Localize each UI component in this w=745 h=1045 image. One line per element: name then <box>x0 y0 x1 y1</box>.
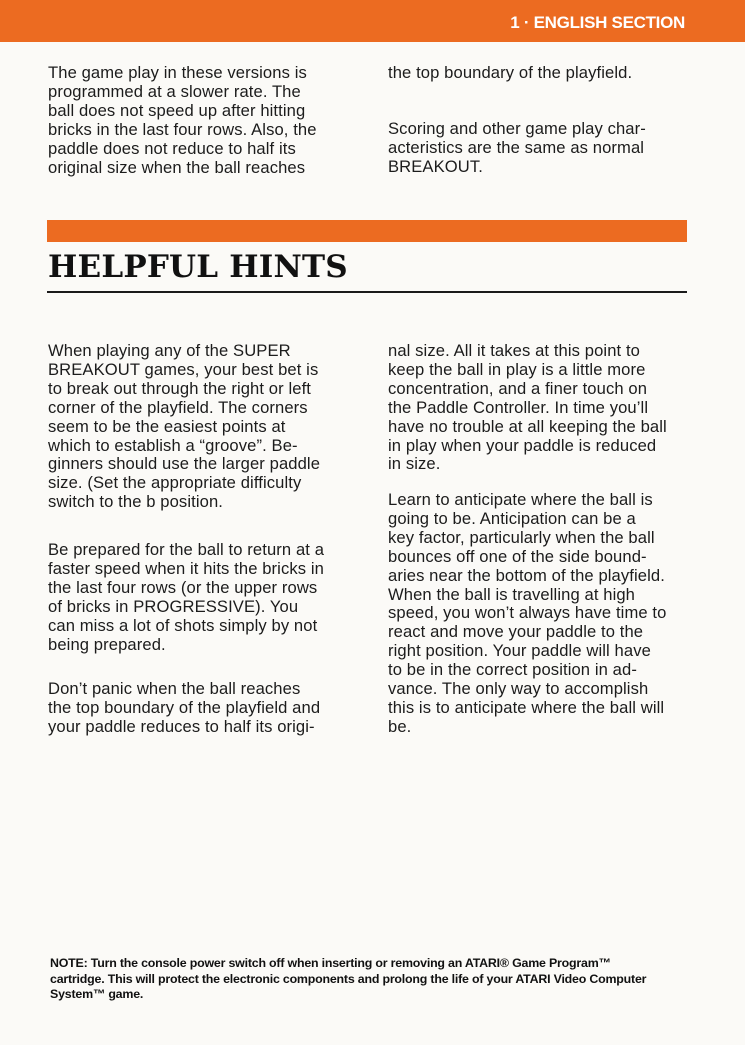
paragraph-line: BREAKOUT. <box>388 156 483 176</box>
paragraph-line: Be prepared for the ball to return at a <box>48 540 325 559</box>
paragraph-line: vance. The only way to accomplish <box>388 679 649 699</box>
paragraph-line: original size when the ball reaches <box>48 157 306 177</box>
paragraph-line: your paddle reduces to half its origi- <box>48 716 315 736</box>
paragraph-line: aries near the bottom of the playfield. <box>388 565 665 585</box>
intro-right-paragraph-2 <box>388 120 692 177</box>
paragraph-line: Don’t panic when the ball reaches <box>48 679 301 698</box>
paragraph-line: corner of the playfield. The corners <box>48 397 308 417</box>
hints-left-paragraph-2 <box>48 541 354 654</box>
paragraph-line: speed, you won’t always have time to <box>388 603 667 623</box>
hints-right-paragraph-1 <box>388 342 692 474</box>
paragraph-line: have no trouble at all keeping the ball <box>388 416 667 436</box>
paragraph-line: concentration, and a finer touch on <box>388 378 648 398</box>
paragraph-line: can miss a lot of shots simply by not <box>48 615 318 635</box>
paragraph-line: ginners should use the larger paddle <box>48 454 321 474</box>
paragraph-line: When the ball is travelling at high <box>388 584 636 604</box>
hints-left-paragraph-3 <box>48 680 354 737</box>
paragraph-line: acteristics are the same as normal <box>388 137 645 157</box>
paragraph-line: nal size. All it takes at this point to <box>388 341 641 360</box>
paragraph-line: Scoring and other game play char- <box>388 119 646 138</box>
note-line: cartridge. This will protect the electronic components and prolong the life of your ATARI Video Computer <box>50 971 647 986</box>
paragraph-line: Learn to anticipate where the ball is <box>388 490 653 509</box>
section-divider-bar <box>47 220 687 242</box>
header-band <box>0 0 745 42</box>
paragraph-line: being prepared. <box>48 634 166 654</box>
paragraph-line: key factor, particularly when the ball <box>388 527 655 547</box>
cartridge-note <box>50 956 710 1003</box>
paragraph-line: to be in the correct position in ad- <box>388 660 637 680</box>
paragraph-line: bounces off one of the side bound- <box>388 546 647 566</box>
paragraph-line: right position. Your paddle will have <box>388 641 651 661</box>
paragraph-line: the Paddle Controller. In time you’ll <box>388 397 649 417</box>
paragraph-line: in play when your paddle is reduced <box>388 435 657 455</box>
paragraph-line: ball does not speed up after hitting <box>48 100 306 120</box>
note-line: NOTE: Turn the console power switch off when inserting or removing an ATARI® Game Program™ <box>50 956 611 970</box>
paragraph-line: in size. <box>388 454 441 474</box>
paragraph-line: the last four rows (or the upper rows <box>48 577 318 597</box>
paragraph-line: paddle does not reduce to half its <box>48 138 296 158</box>
paragraph-line: The game play in these versions is <box>48 63 307 82</box>
paragraph-line: size. (Set the appropriate difficulty <box>48 473 302 493</box>
paragraph-line: seem to be the easiest points at <box>48 416 286 436</box>
paragraph-line: the top boundary of the playfield. <box>388 63 633 82</box>
hints-left-paragraph-1 <box>48 342 354 512</box>
paragraph-line: of bricks in PROGRESSIVE). You <box>48 596 299 616</box>
intro-left-column <box>48 64 354 177</box>
paragraph-line: react and move your paddle to the <box>388 622 644 642</box>
paragraph-line: bricks in the last four rows. Also, the <box>48 119 317 139</box>
title-underline <box>47 291 687 293</box>
paragraph-line: the top boundary of the playfield and <box>48 697 321 717</box>
paragraph-line: keep the ball in play is a little more <box>388 359 646 379</box>
paragraph-line: faster speed when it hits the bricks in <box>48 558 324 578</box>
paragraph-line: which to establish a “groove”. Be- <box>48 435 298 455</box>
paragraph-line: going to be. Anticipation can be a <box>388 508 636 528</box>
paragraph-line: programmed at a slower rate. The <box>48 81 301 101</box>
paragraph-line: this is to anticipate where the ball will <box>388 697 665 717</box>
paragraph-line: BREAKOUT games, your best bet is <box>48 359 319 379</box>
hints-right-paragraph-2 <box>388 491 692 737</box>
section-label: 1 · ENGLISH SECTION <box>510 13 685 32</box>
paragraph-line: be. <box>388 716 412 736</box>
intro-right-column <box>388 64 692 83</box>
paragraph-line: When playing any of the SUPER <box>48 341 291 360</box>
page-title: HELPFUL HINTS <box>48 249 348 285</box>
paragraph-line: switch to the b position. <box>48 492 223 512</box>
paragraph-line: to break out through the right or left <box>48 378 312 398</box>
note-line: System™ game. <box>50 987 144 1001</box>
